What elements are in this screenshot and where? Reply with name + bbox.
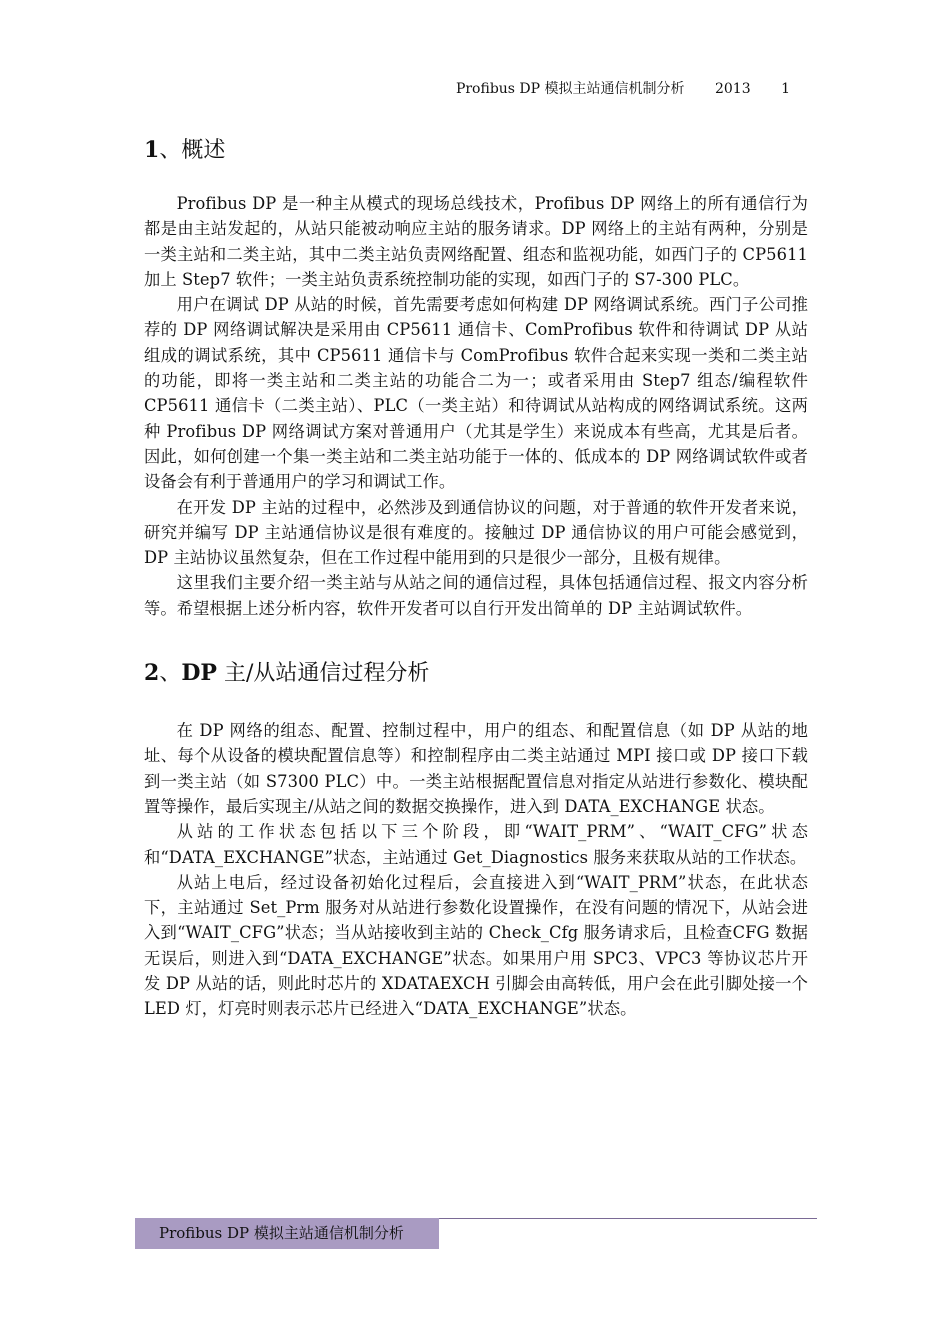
header-year: 2013 xyxy=(714,81,751,97)
section-1-paragraph: 这里我们主要介绍一类主站与从站之间的通信过程，具体包括通信过程、报文内容分析等。希望根据上述分析内容，软件开发者可以自行开发出简单的 DP 主站调试软件。 xyxy=(144,573,808,618)
section-2-heading xyxy=(144,655,808,692)
header-title: Profibus DP 模拟主站通信机制分析 xyxy=(455,81,685,97)
section-1-paragraph: 用户在调试 DP 从站的时候，首先需要考虑如何构建 DP 网络调试系统。西门子公司推荐的 DP 网络调试解决是采用由 CP5611 通信卡、ComProfibus 软件和待调试 DP 从站组成的调试系统，其中 CP5611 通信卡与 ComProfibus 软件合起来实现一类和二类主站的功能，即将一类主站和二类主站的功能合二为一；或者采用由 Step7 组态/编程软件 CP5611 通信卡（二类主站）、PLC（一类主站）和待调试从站构成的网络调试系统。这两种 Profibus DP 网络调试方案对普通用户（尤其是学生）来说成本有些高，尤其是后者。因此，如何创建一个集一类主站和二类主站功能于一体的、低成本的 DP 网络调试软件或者设备会有利于普通用户的学习和调试工作。 xyxy=(144,295,808,492)
section-1-paragraph: 在开发 DP 主站的过程中，必然涉及到通信协议的问题，对于普通的软件开发者来说，研究并编写 DP 主站通信协议是很有难度的。接触过 DP 通信协议的用户可能会感觉到，DP 主站协议虽然复杂，但在工作过程中能用到的只是很少一部分，且极有规律。 xyxy=(144,497,808,568)
section-1-paragraph: Profibus DP 是一种主从模式的现场总线技术，Profibus DP 网络上的所有通信行为都是由主站发起的，从站只能被动响应主站的服务请求。DP 网络上的主站有两种，分别是一类主站和二类主站，其中二类主站负责网络配置、组态和监视功能，如西门子的 CP5611 加上 Step7 软件；一类主站负责系统控制功能的实现，如西门子的 S7-300 PLC。 xyxy=(144,194,808,289)
section-2-dp: DP xyxy=(181,660,217,687)
page-header xyxy=(456,78,790,98)
section-2-title: 主/从站通信过程分析 xyxy=(216,661,430,687)
page-number: 1 xyxy=(781,81,790,97)
document-body xyxy=(144,132,808,1022)
section-1-heading xyxy=(144,132,808,169)
section-2-sep: 、 xyxy=(159,661,182,687)
section-2-number: 2 xyxy=(144,660,160,687)
section-2-paragraph: 在 DP 网络的组态、配置、控制过程中，用户的组态、和配置信息（如 DP 从站的地址、每个从设备的模块配置信息等）和控制程序由二类主站通过 MPI 接口或 DP 接口下载到一类主站（如 S7300 PLC）中。一类主站根据配置信息对指定从站进行参数化、模块配置等操作，最后实现主/从站之间的数据交换操作，进入到 DATA_EXCHANGE 状态。 xyxy=(144,721,808,816)
section-2-paragraph: 从站上电后，经过设备初始化过程后，会直接进入到“WAIT_PRM”状态，在此状态下，主站通过 Set_Prm 服务对从站进行参数化设置操作，在没有问题的情况下，从站会进入到“WAIT_CFG”状态；当从站接收到主站的 Check_Cfg 服务请求后，且检查CFG 数据无误后，则进入到“DATA_EXCHANGE”状态。如果用户用 SPC3、VPC3 等协议芯片开发 DP 从站的话，则此时芯片的 XDATAEXCH 引脚会由高转低，用户会在此引脚处接一个 LED 灯，灯亮时则表示芯片已经进入“DATA_EXCHANGE”状态。 xyxy=(144,872,808,1019)
section-1-title: 、概述 xyxy=(159,138,226,163)
footer-label: Profibus DP 模拟主站通信机制分析 xyxy=(135,1218,439,1249)
section-1-number: 1 xyxy=(144,137,160,163)
section-2-paragraph: 从站的工作状态包括以下三个阶段，即“WAIT_PRM”、“WAIT_CFG”状态和“DATA_EXCHANGE”状态，主站通过 Get_Diagnostics 服务来获取从站的工作状态。 xyxy=(144,822,808,867)
